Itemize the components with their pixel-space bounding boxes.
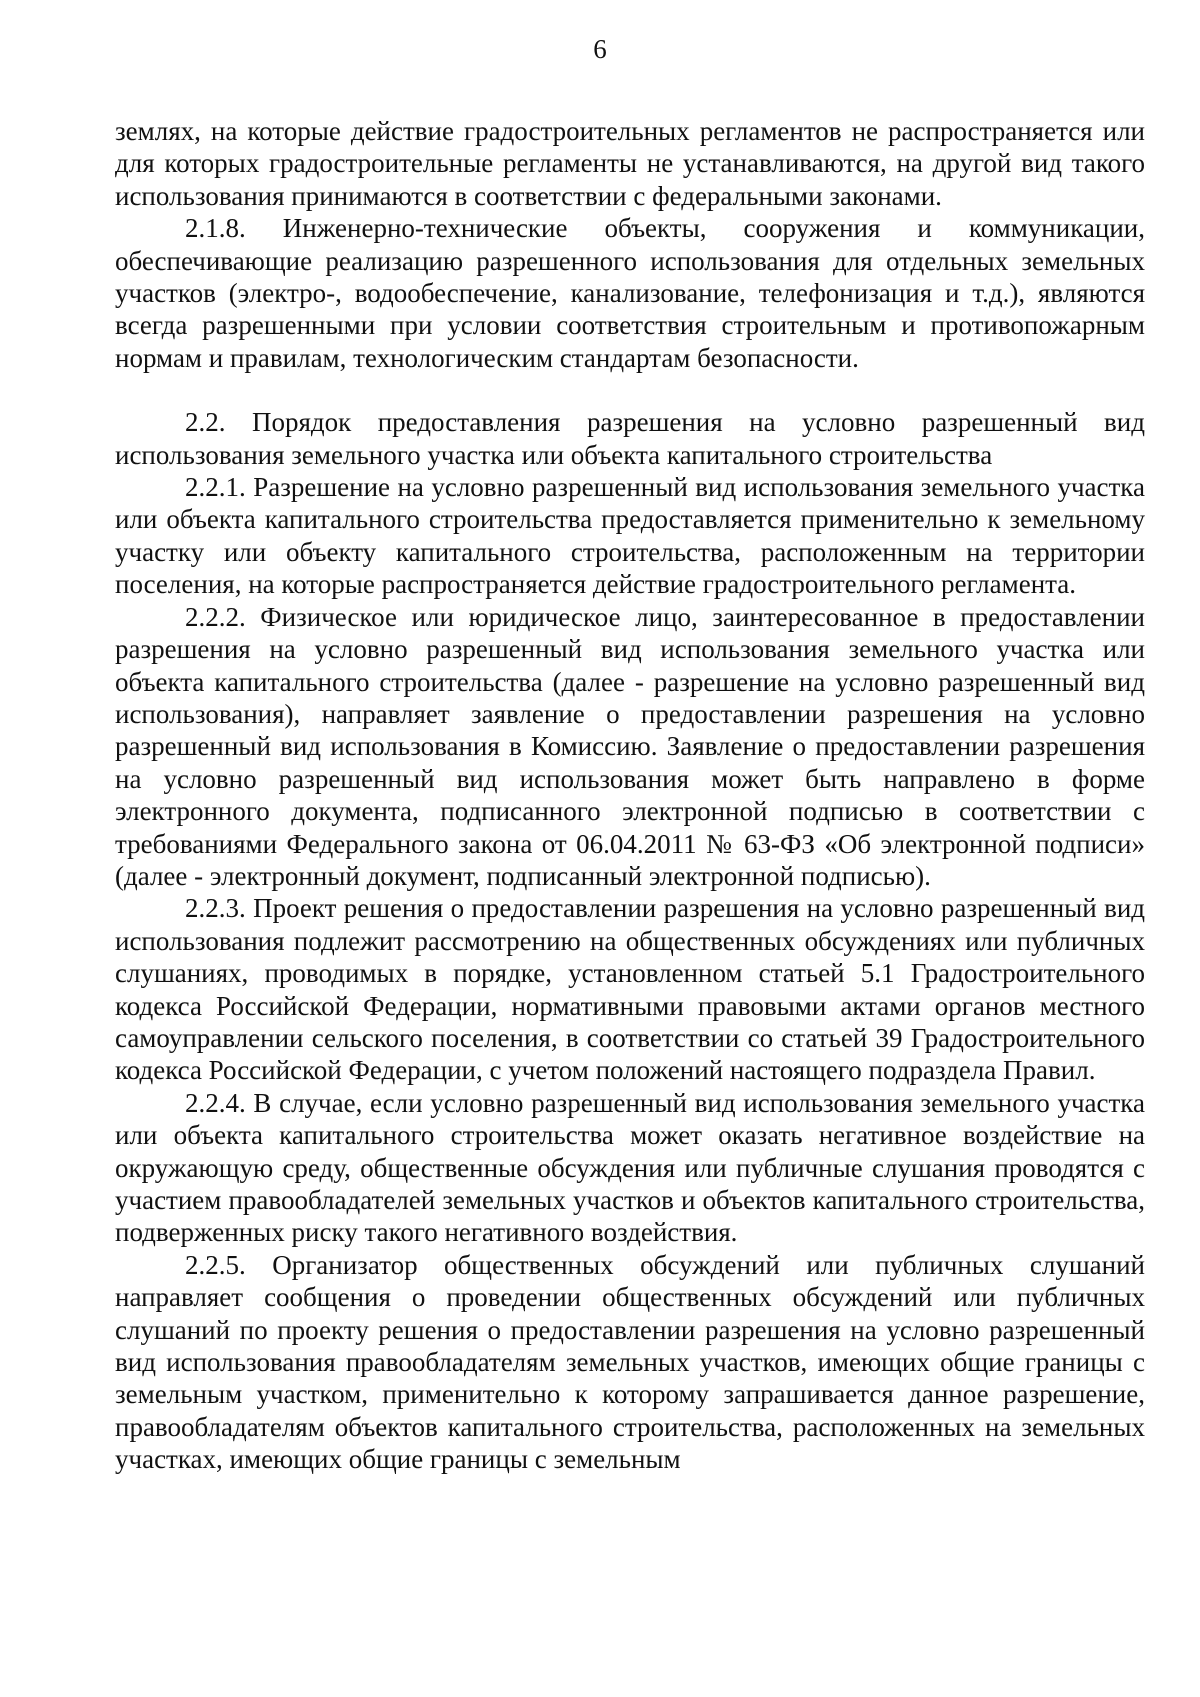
document-body xyxy=(115,115,1145,1476)
paragraph-2-2-3: 2.2.3. Проект решения о предоставлении разрешения на условно разрешенный вид использования подлежит рассмотрению на общественных обсуждениях или публичных слушаниях, проводимых в порядке, установленном статьей 5.1 Градостроительного кодекса Российской Федерации, нормативными правовыми актами органов местного самоуправлении сельского поселения, в соответствии со статьей 39 Градостроительного кодекса Российской Федерации, с учетом положений настоящего подраздела Правил. xyxy=(115,893,1145,1086)
paragraph-2-2-4: 2.2.4. В случае, если условно разрешенный вид использования земельного участка или объекта капитального строительства может оказать негативное воздействие на окружающую среду, общественные обсуждения или публичные слушания проводятся с участием правообладателей земельных участков и объектов капитального строительства, подверженных риску такого негативного воздействия. xyxy=(115,1087,1145,1248)
paragraph-2-2-1: 2.2.1. Разрешение на условно разрешенный вид использования земельного участка или объекта капитального строительства предоставляется применительно к земельному участку или объекту капитального строительства, расположенным на территории поселения, на которые распространяется действие градостроительного регламента. xyxy=(115,472,1145,600)
section-spacer xyxy=(115,374,1145,406)
paragraph-2-1-8: 2.1.8. Инженерно-технические объекты, сооружения и коммуникации, обеспечивающие реализацию разрешенного использования для отдельных земельных участков (электро-, водообеспечение, канализование, телефонизация и т.д.), являются всегда разрешенными при условии соответствия строительным и противопожарным нормам и правилам, технологическим стандартам безопасности. xyxy=(115,213,1145,373)
page-number: 6 xyxy=(593,34,607,64)
paragraph-continuation: землях, на которые действие градостроительных регламентов не распространяется или для которых градостроительные регламенты не устанавливаются, на другой вид такого использования принимаются в соответствии с федеральными законами. xyxy=(115,116,1145,211)
paragraph-2-2-2: 2.2.2. Физическое или юридическое лицо, заинтересованное в предоставлении разрешения на условно разрешенный вид использования земельного участка или объекта капитального строительства (далее - разрешение на условно разрешенный вид использования), направляет заявление о предоставлении разрешения на условно разрешенный вид использования в Комиссию. Заявление о предоставлении разрешения на условно разрешенный вид использования может быть направлено в форме электронного документа, подписанного электронной подписью в соответствии с требованиями Федерального закона от 06.04.2011 № 63-ФЗ «Об электронной подписи» (далее - электронный документ, подписанный электронной подписью). xyxy=(115,601,1145,891)
section-heading-2-2: 2.2. Порядок предоставления разрешения на условно разрешенный вид использования земельного участка или объекта капитального строительства xyxy=(115,407,1145,470)
paragraph-2-2-5: 2.2.5. Организатор общественных обсуждений или публичных слушаний направляет сообщения о проведении общественных обсуждений или публичных слушаний по проекту решения о предоставлении разрешения на условно разрешенный вид использования правообладателям земельных участков, имеющих общие границы с земельным участком, применительно к которому запрашивается данное разрешение, правообладателям объектов капитального строительства, расположенных на земельных участках, имеющих общие границы с земельным xyxy=(115,1249,1145,1475)
